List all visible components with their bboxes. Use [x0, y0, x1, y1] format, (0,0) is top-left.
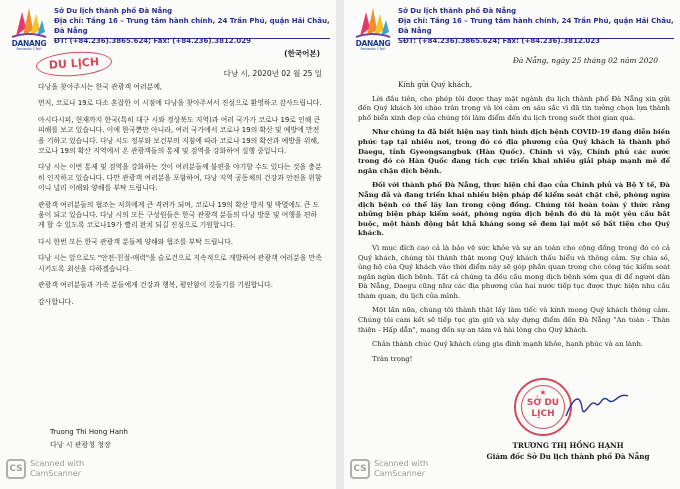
signature-block [468, 440, 668, 462]
paragraph: Một lần nữa, chúng tôi thành thật lấy làm tiếc và kính mong Quý khách thông cảm. Chúng tôi cam kết sẽ tiếp tục gìn giữ và xây dựng điểm đến Đà Nẵng "An toàn - Thân thiện - Hấp dẫn", mang đến sự an tâm và hài lòng cho Quý khách. [358, 306, 670, 334]
watermark-line2: CamScanner [30, 469, 82, 478]
paragraph: Đối với thành phố Đà Nẵng, thực hiện chỉ đạo của Chính phủ và Bộ Y tế, Đà Nẵng đã và đang triển khai nhiều biện pháp để kiểm soát chặt chẽ, phòng ngừa dịch bệnh có thể lây lan trong cộng đồng. Chúng tôi hoàn toàn ý thức rằng những biện pháp kiểm soát, phòng ngừa dịch bệnh đó dù là một yêu cầu bắt buộc, một hành động bắt khả kháng song sẽ đem lại một số bất tiện cho Quý khách. [358, 181, 670, 238]
paragraph: Trân trọng! [372, 354, 413, 363]
org-name: Sở Du lịch thành phố Đà Nẵng [54, 7, 173, 15]
watermark-line1: Scanned with [30, 459, 85, 468]
paragraph: 아시다시피, 현재까지 한국(특히 대구 시와 경상북도 지역)과 여러 국가가 코로나 19로 인해 큰 피해를 보고 있습니다. 이에 한국뿐만 아니라, 여러 국가에서 코로나 19의 확산 및 예방에 만전을 기하고 있습니다. 다낭 시도 정부와 보건부의 지침에 따라 코로나 19의 확산과 예방을 위해, 코로나 19의 확산 지역에서 온 관광객들의 통제 및 검역을 강화하여 실행 중입니다. [38, 115, 321, 156]
paragraph: 관광객 여러분들과 가족 분들에게 건강과 행복, 평안함이 깃들기를 기원합니다. [38, 281, 273, 290]
logo-tagline: Fantastic City! [16, 47, 42, 51]
paragraph: Như chúng ta đã biết hiện nay tình hình dịch bệnh COVID-19 đang diễn biến phức tạp tại nhiều nơi, trong đó có địa phương của Quý khách là thành phố Daegu, tỉnh Gyeongsangbuk (Hàn Quốc). Chính vì vậy, Chính phủ các nước trong đó có Hàn Quốc đang tích cực triển khai nhiều giải pháp mạnh mẽ để ngăn chặn dịch bệnh. [358, 128, 670, 175]
greeting: Kính gửi Quý khách, [398, 80, 473, 89]
paragraph: 다낭 시는 앞으로도 "안전-친절-매력"을 슬로건으로 지속적으로 개발하여 관광객 여러분을 만족시키도록 최선을 다하겠습니다. [38, 254, 322, 273]
paragraph: 다낭을 찾아주시는 한국 관광객 여러분께, [38, 83, 163, 91]
letter-page-vietnamese [344, 0, 680, 489]
paragraph: 다시 한번 모든 한국 관광객 분들께 양해와 협조를 부탁 드립니다. [38, 237, 233, 246]
org-address: Địa chỉ: Tầng 16 – Trung tâm hành chính, 24 Trần Phú, quận Hải Châu, Đà Nẵng [398, 17, 674, 35]
watermark-line1: Scanned with [374, 459, 429, 468]
letter-date: Đà Nẵng, ngày 25 tháng 02 năm 2020 [512, 56, 658, 65]
paragraph: 감사합니다. [38, 297, 74, 306]
language-tag: (한국어본) [284, 49, 320, 58]
signer-name: Truong Thi Hong Hanh [50, 428, 128, 436]
danang-logo [8, 6, 50, 52]
signer-name: TRƯƠNG THỊ HỒNG HẠNH [512, 441, 624, 450]
signer-title: Giám đốc Sở Du lịch thành phố Đà Nẵng [486, 452, 650, 461]
paragraph: 관광객 여러분들의 협조는 저희에게 큰 격려가 되며, 코로나 19의 확산 방지 및 박멸에도 큰 도움이 되고 있습니다. 다낭 시의 모든 구성원들은 한국 관광객 분들의 다낭 방문 및 여행을 편하게 할 수 있도록 코로나19가 빨리 완치 되길 진심으로 기원합니다. [38, 200, 320, 230]
signer-title: 다낭 시 관광청 청장 [50, 441, 111, 449]
letterhead-rule [398, 38, 674, 39]
org-phone: SĐT: (+84.236).3865.624; Fax: (+84.236).3812.023 [398, 37, 600, 45]
camscanner-icon: CS [6, 459, 26, 479]
letter-date: 다낭 시, 2020년 02 월 25 일 [223, 69, 322, 78]
letter-body [358, 80, 670, 369]
watermark-line2: CamScanner [374, 469, 426, 478]
danang-logo [352, 6, 394, 52]
paragraph: Vì mục đích cao cả là bảo vệ sức khỏe và sự an toàn cho cộng đồng trong đó có cả Quý khách, chúng tôi thành thật mong Quý khách thấu hiểu và thông cảm. Sự chia sẻ, ủng hộ của Quý khách vào thời điểm này sẽ góp phần quan trọng cho công tác kiểm soát ngăn ngừa dịch bệnh. Tất cả chúng ta đều cầu mong dịch bệnh sớm qua đi để người dân Đà Nẵng, Daegu cũng như các địa phương của hai nước tiếp tục được thực hiện nhu cầu tham quan, du lịch của mình. [358, 243, 670, 300]
logo-name: DANANG [11, 39, 47, 48]
seal-text: SỞ DU LỊCH [526, 398, 560, 419]
camscanner-watermark [350, 456, 428, 482]
logo-flame-icon [8, 6, 50, 40]
letter-page-korean [0, 0, 336, 489]
paragraph: Lời đầu tiên, cho phép tôi được thay mặt ngành du lịch thành phố Đà Nẵng xin gửi đến Quý khách lời chào trân trọng và lời cảm ơn sâu sắc vì đã tin tưởng chọn lựa thành phố biển xinh đẹp của chúng tôi làm điểm đến du lịch trong suốt thời gian qua. [358, 94, 670, 122]
org-phone: ĐT: (+84.236).3865.624; Fax: (+84.236).3812.029 [54, 37, 251, 45]
logo-tagline: Fantastic City! [360, 47, 386, 51]
paragraph: 다낭 시는 이번 통제 및 검역을 강화하는 것이 여러분들께 불편을 야기할 수도 있다는 것을 충분히 인지하고 있습니다. 다만 관광객 여러분을 포함하여, 다낭 지역 공동체의 건강과 안전을 위함이니 널리 이해와 양해를 부탁 드립니다. [38, 163, 322, 193]
seal-star-icon: ★ [539, 388, 547, 397]
paragraph: Chân thành chúc Quý khách cùng gia đình mạnh khỏe, hạnh phúc và an lành. [372, 340, 644, 349]
camscanner-icon: CS [350, 459, 370, 479]
logo-flame-icon [352, 6, 394, 40]
org-address: Địa chỉ: Tầng 16 – Trung tâm hành chính, 24 Trần Phú, quận Hải Châu, Đà Nẵng [54, 17, 330, 35]
oval-stamp: DU LỊCH [35, 49, 112, 78]
camscanner-watermark [6, 456, 84, 482]
letter-body [38, 82, 322, 313]
logo-name: DANANG [355, 39, 391, 48]
letterhead-rule [54, 38, 330, 39]
paragraph: 먼저, 코로나 19로 다소 혼잡한 이 시점에 다낭을 찾아주셔서 진심으로 환영하고 감사드립니다. [38, 99, 322, 108]
signature-block [50, 426, 128, 452]
letterhead [344, 4, 680, 54]
letterhead [0, 4, 336, 54]
org-name: Sở Du lịch thành phố Đà Nẵng [398, 7, 517, 15]
letterhead-text [54, 6, 336, 46]
letterhead-text [398, 6, 680, 46]
signature-icon [562, 386, 632, 426]
